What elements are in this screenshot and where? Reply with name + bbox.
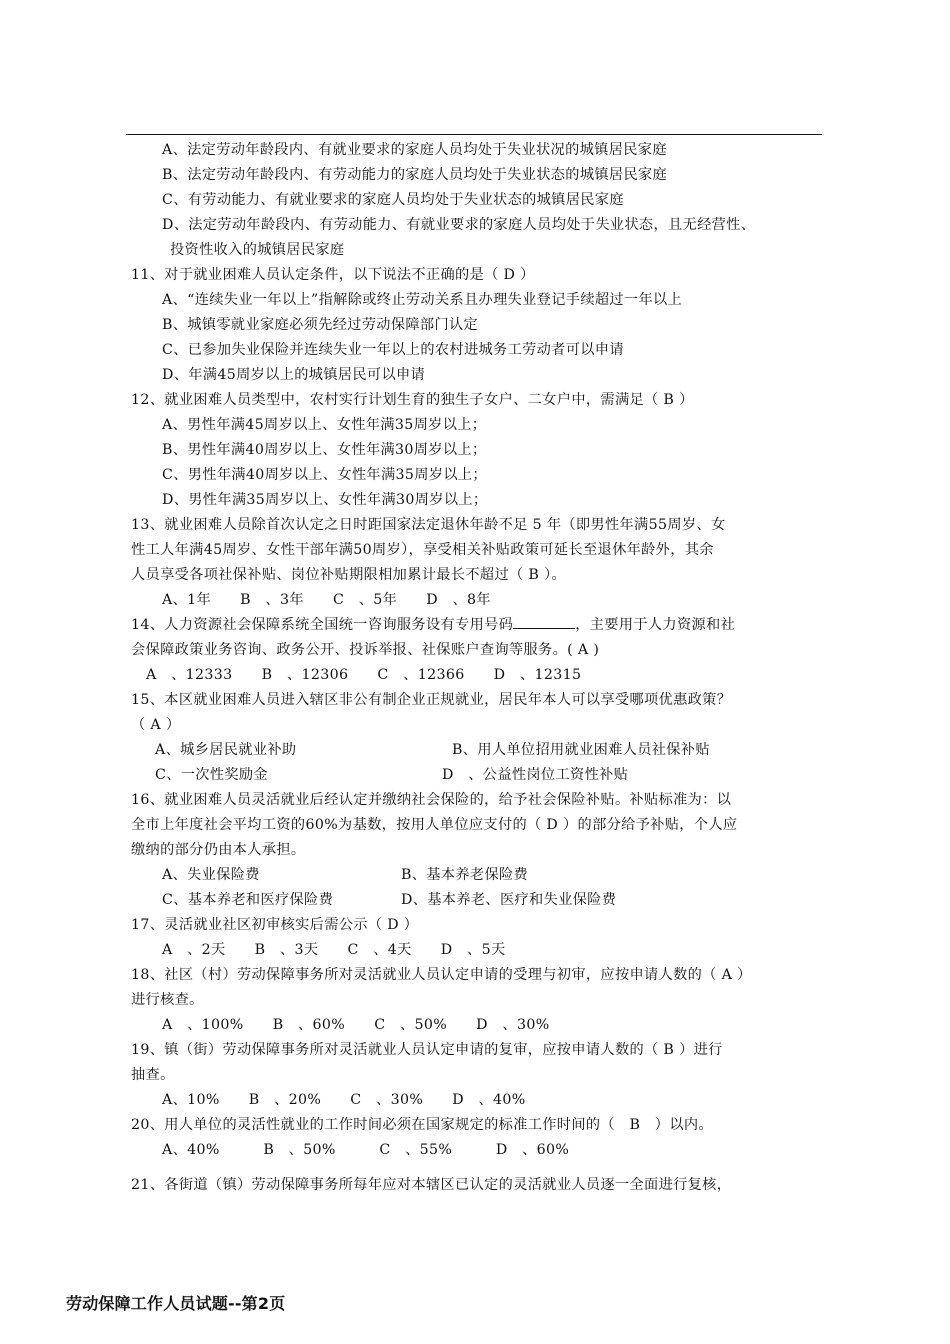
q16-line-1: 16、就业困难人员灵活就业后经认定并缴纳社会保险的，给予社会保险补贴。补贴标准为：以: [131, 792, 732, 808]
q10-option-d: D、法定劳动年龄段内、有劳动能力、有就业要求的家庭人员均处于失业状态，且无经营性、: [162, 217, 756, 233]
q19-line-2: 抽查。: [131, 1067, 175, 1083]
q18-options: A 、100% B 、60% C 、50% D 、30%: [162, 1017, 550, 1033]
q15-option-a: A、城乡居民就业补助: [155, 742, 297, 758]
q12-option-d: D、男性年满35周岁以上、女性年满30周岁以上；: [162, 492, 488, 508]
q10-option-d-continued: 投资性收入的城镇居民家庭: [170, 242, 345, 258]
q19-options: A、10% B 、20% C 、30% D 、40%: [162, 1092, 526, 1108]
q12-stem: 12、就业困难人员类型中，农村实行计划生育的独生子女户、二女户中，需满足（ B ）: [131, 392, 694, 408]
q14-line-1-text: 14、人力资源社会保障系统全国统一咨询服务设有专用号码: [131, 617, 514, 633]
page-footer: 劳动保障工作人员试题--第2页: [66, 1294, 286, 1313]
q17-stem: 17、灵活就业社区初审核实后需公示（ D ）: [131, 917, 419, 933]
q20-options: A、40% B 、50% C 、55% D 、60%: [162, 1142, 570, 1158]
q19-line-1: 19、镇（街）劳动保障事务所对灵活就业人员认定申请的复审，应按申请人数的（ B ）进行: [131, 1042, 723, 1058]
q13-line-3: 人员享受各项社保补贴、岗位补贴期限相加累计最长不超过（ B ）。: [131, 567, 566, 583]
q16-line-3: 缴纳的部分仍由本人承担。: [131, 842, 306, 858]
q11-option-d: D、年满45周岁以上的城镇居民可以申请: [162, 367, 426, 383]
q16-line-2: 全市上年度社会平均工资的60%为基数，按用人单位应支付的（ D ）的部分给予补贴，个人应: [131, 817, 738, 833]
q15-option-b: B、用人单位招用就业困难人员社保补贴: [452, 742, 710, 758]
q16-option-d: D、基本养老、医疗和失业保险费: [401, 892, 617, 908]
q15-option-d: D 、公益性岗位工资性补贴: [442, 767, 629, 783]
q12-option-c: C、男性年满40周岁以上、女性年满35周岁以上；: [162, 467, 487, 483]
q17-options: A 、2天 B 、3天 C 、4天 D 、5天: [162, 942, 506, 958]
q21-line-1: 21、各街道（镇）劳动保障事务所每年应对本辖区已认定的灵活就业人员逐一全面进行复核，: [131, 1177, 732, 1193]
blank-fill: [513, 616, 575, 629]
q11-stem: 11、对于就业困难人员认定条件，以下说法不正确的是（ D ）: [131, 267, 535, 283]
q14-line-2: 会保障政策业务咨询、政务公开、投诉举报、社保账户查询等服务。( A ): [131, 642, 600, 658]
q14-line-1: [131, 616, 735, 634]
q13-options: A、1年 B 、3年 C 、5年 D 、8年: [162, 592, 491, 608]
q11-option-b: B、城镇零就业家庭必须先经过劳动保障部门认定: [162, 317, 479, 333]
q10-option-b: B、法定劳动年龄段内、有劳动能力的家庭人员均处于失业状态的城镇居民家庭: [162, 167, 668, 183]
q13-line-1: 13、就业困难人员除首次认定之日时距国家法定退休年龄不足 5 年（即男性年满55周岁、女: [131, 517, 726, 533]
q10-option-a: A、法定劳动年龄段内、有就业要求的家庭人员均处于失业状况的城镇居民家庭: [162, 142, 667, 158]
q11-option-a: A、“连续失业一年以上”指解除或终止劳动关系且办理失业登记手续超过一年以上: [162, 292, 683, 308]
q13-line-2: 性工人年满45周岁、女性干部年满50周岁），享受相关补贴政策可延长至退休年龄外，其余: [131, 542, 714, 558]
q10-option-c: C、有劳动能力、有就业要求的家庭人员均处于失业状态的城镇居民家庭: [162, 192, 624, 208]
q16-option-a: A、失业保险费: [162, 867, 260, 883]
q20-stem: 20、用人单位的灵活性就业的工作时间必须在国家规定的标准工作时间的（ B ）以内。: [131, 1117, 713, 1133]
q18-line-2: 进行核查。: [131, 992, 204, 1008]
q15-line-1: 15、本区就业困难人员进入辖区非公有制企业正规就业，居民年本人可以享受哪项优惠政策？: [131, 692, 732, 708]
q12-option-b: B、男性年满40周岁以上、女性年满30周岁以上；: [162, 442, 487, 458]
q18-line-1: 18、社区（村）劳动保障事务所对灵活就业人员认定申请的受理与初审，应按申请人数的（ A ）: [131, 967, 752, 983]
q16-option-c: C、基本养老和医疗保险费: [162, 892, 334, 908]
q12-option-a: A、男性年满45周岁以上、女性年满35周岁以上；: [162, 417, 487, 433]
q14-line-1-text-after: ，主要用于人力资源和社: [575, 617, 736, 633]
q15-line-2: （ A ）: [131, 717, 181, 733]
q11-option-c: C、已参加失业保险并连续失业一年以上的农村进城务工劳动者可以申请: [162, 342, 624, 358]
q14-options: A 、12333 B 、12306 C 、12366 D 、12315: [146, 667, 582, 683]
q15-option-c: C、一次性奖励金: [155, 767, 268, 783]
q16-option-b: B、基本养老保险费: [401, 867, 529, 883]
